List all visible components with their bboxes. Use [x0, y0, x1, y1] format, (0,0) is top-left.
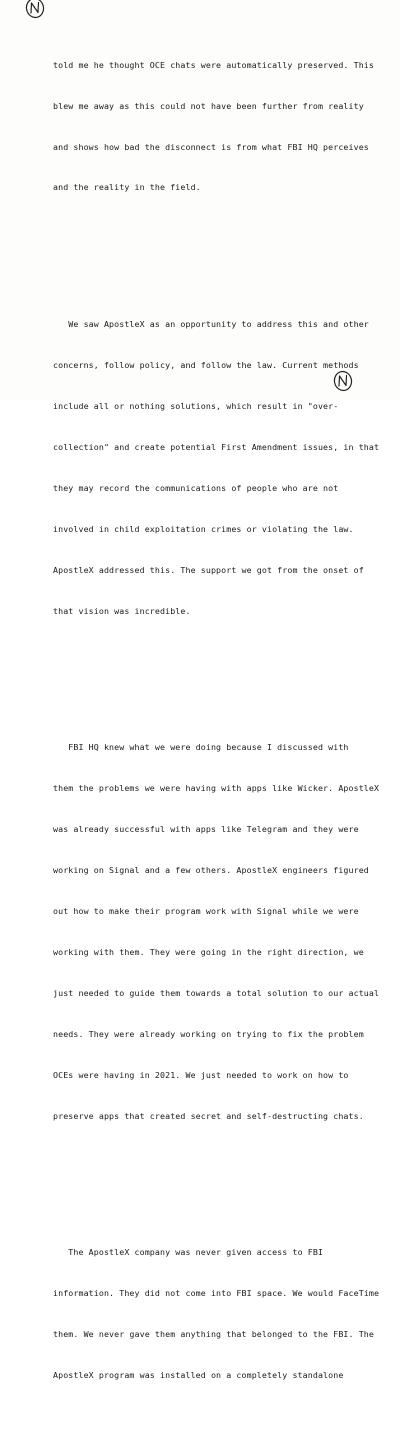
text-line: OCEs were having in 2021. We just needed to work on how to: [53, 1069, 349, 1080]
text-line: that vision was incredible.: [53, 605, 191, 616]
handwritten-initials-top: [24, 0, 46, 19]
text-line: working on Signal and a few others. ApostleX engineers figured: [53, 865, 369, 876]
text-line: and shows how bad the disconnect is from what FBI HQ perceives: [53, 141, 369, 152]
text-line: preserve apps that created secret and self-destructing chats.: [53, 1110, 364, 1121]
paragraph-gap: [53, 673, 397, 687]
text-line: them. We never gave them anything that belonged to the FBI. The: [53, 1329, 374, 1340]
paragraph: [53, 714, 397, 1151]
text-line: blew me away as this could not have been further from reality: [53, 100, 364, 111]
text-line: just needed to guide them towards a total solution to our actual: [53, 987, 380, 998]
text-line: working with them. They were going in the right direction, we: [53, 946, 364, 957]
paragraph-gap: [53, 250, 397, 264]
text-line: involved in child exploitation crimes or violating the law.: [53, 523, 354, 534]
text-line: and the reality in the field.: [53, 182, 201, 193]
paragraph-gap: [53, 1178, 397, 1192]
text-line: The ApostleX company was never given access to FBI: [53, 1247, 324, 1258]
text-line: out how to make their program work with Signal while we were: [53, 906, 359, 917]
text-line: information. They did not come into FBI space. We would FaceTime: [53, 1288, 380, 1299]
text-line: them the problems we were having with apps like Wicker. ApostleX: [53, 783, 380, 794]
paragraph: [53, 291, 397, 646]
text-line: ApostleX addressed this. The support we got from the onset of: [53, 564, 364, 575]
text-line: FBI HQ knew what we were doing because I discussed with: [53, 742, 349, 753]
text-line: they may record the communications of people who are not: [53, 482, 339, 493]
text-line: needs. They were already working on trying to fix the problem: [53, 1028, 364, 1039]
text-line: told me he thought OCE chats were automatically preserved. This: [53, 59, 374, 70]
text-line: was already successful with apps like Telegram and they were: [53, 824, 359, 835]
text-line: collection" and create potential First Amendment issues, in that: [53, 441, 380, 452]
paragraph: [53, 1219, 397, 1410]
document-body: [53, 4, 397, 1437]
paragraph: [53, 31, 397, 222]
text-line: concerns, follow policy, and follow the law. Current methods: [53, 359, 359, 370]
text-line: include all or nothing solutions, which result in "over-: [53, 400, 339, 411]
text-line: ApostleX program was installed on a completely standalone: [53, 1370, 344, 1381]
handwritten-initials-bottom: [332, 370, 354, 392]
text-line: We saw ApostleX as an opportunity to address this and other: [53, 319, 369, 330]
